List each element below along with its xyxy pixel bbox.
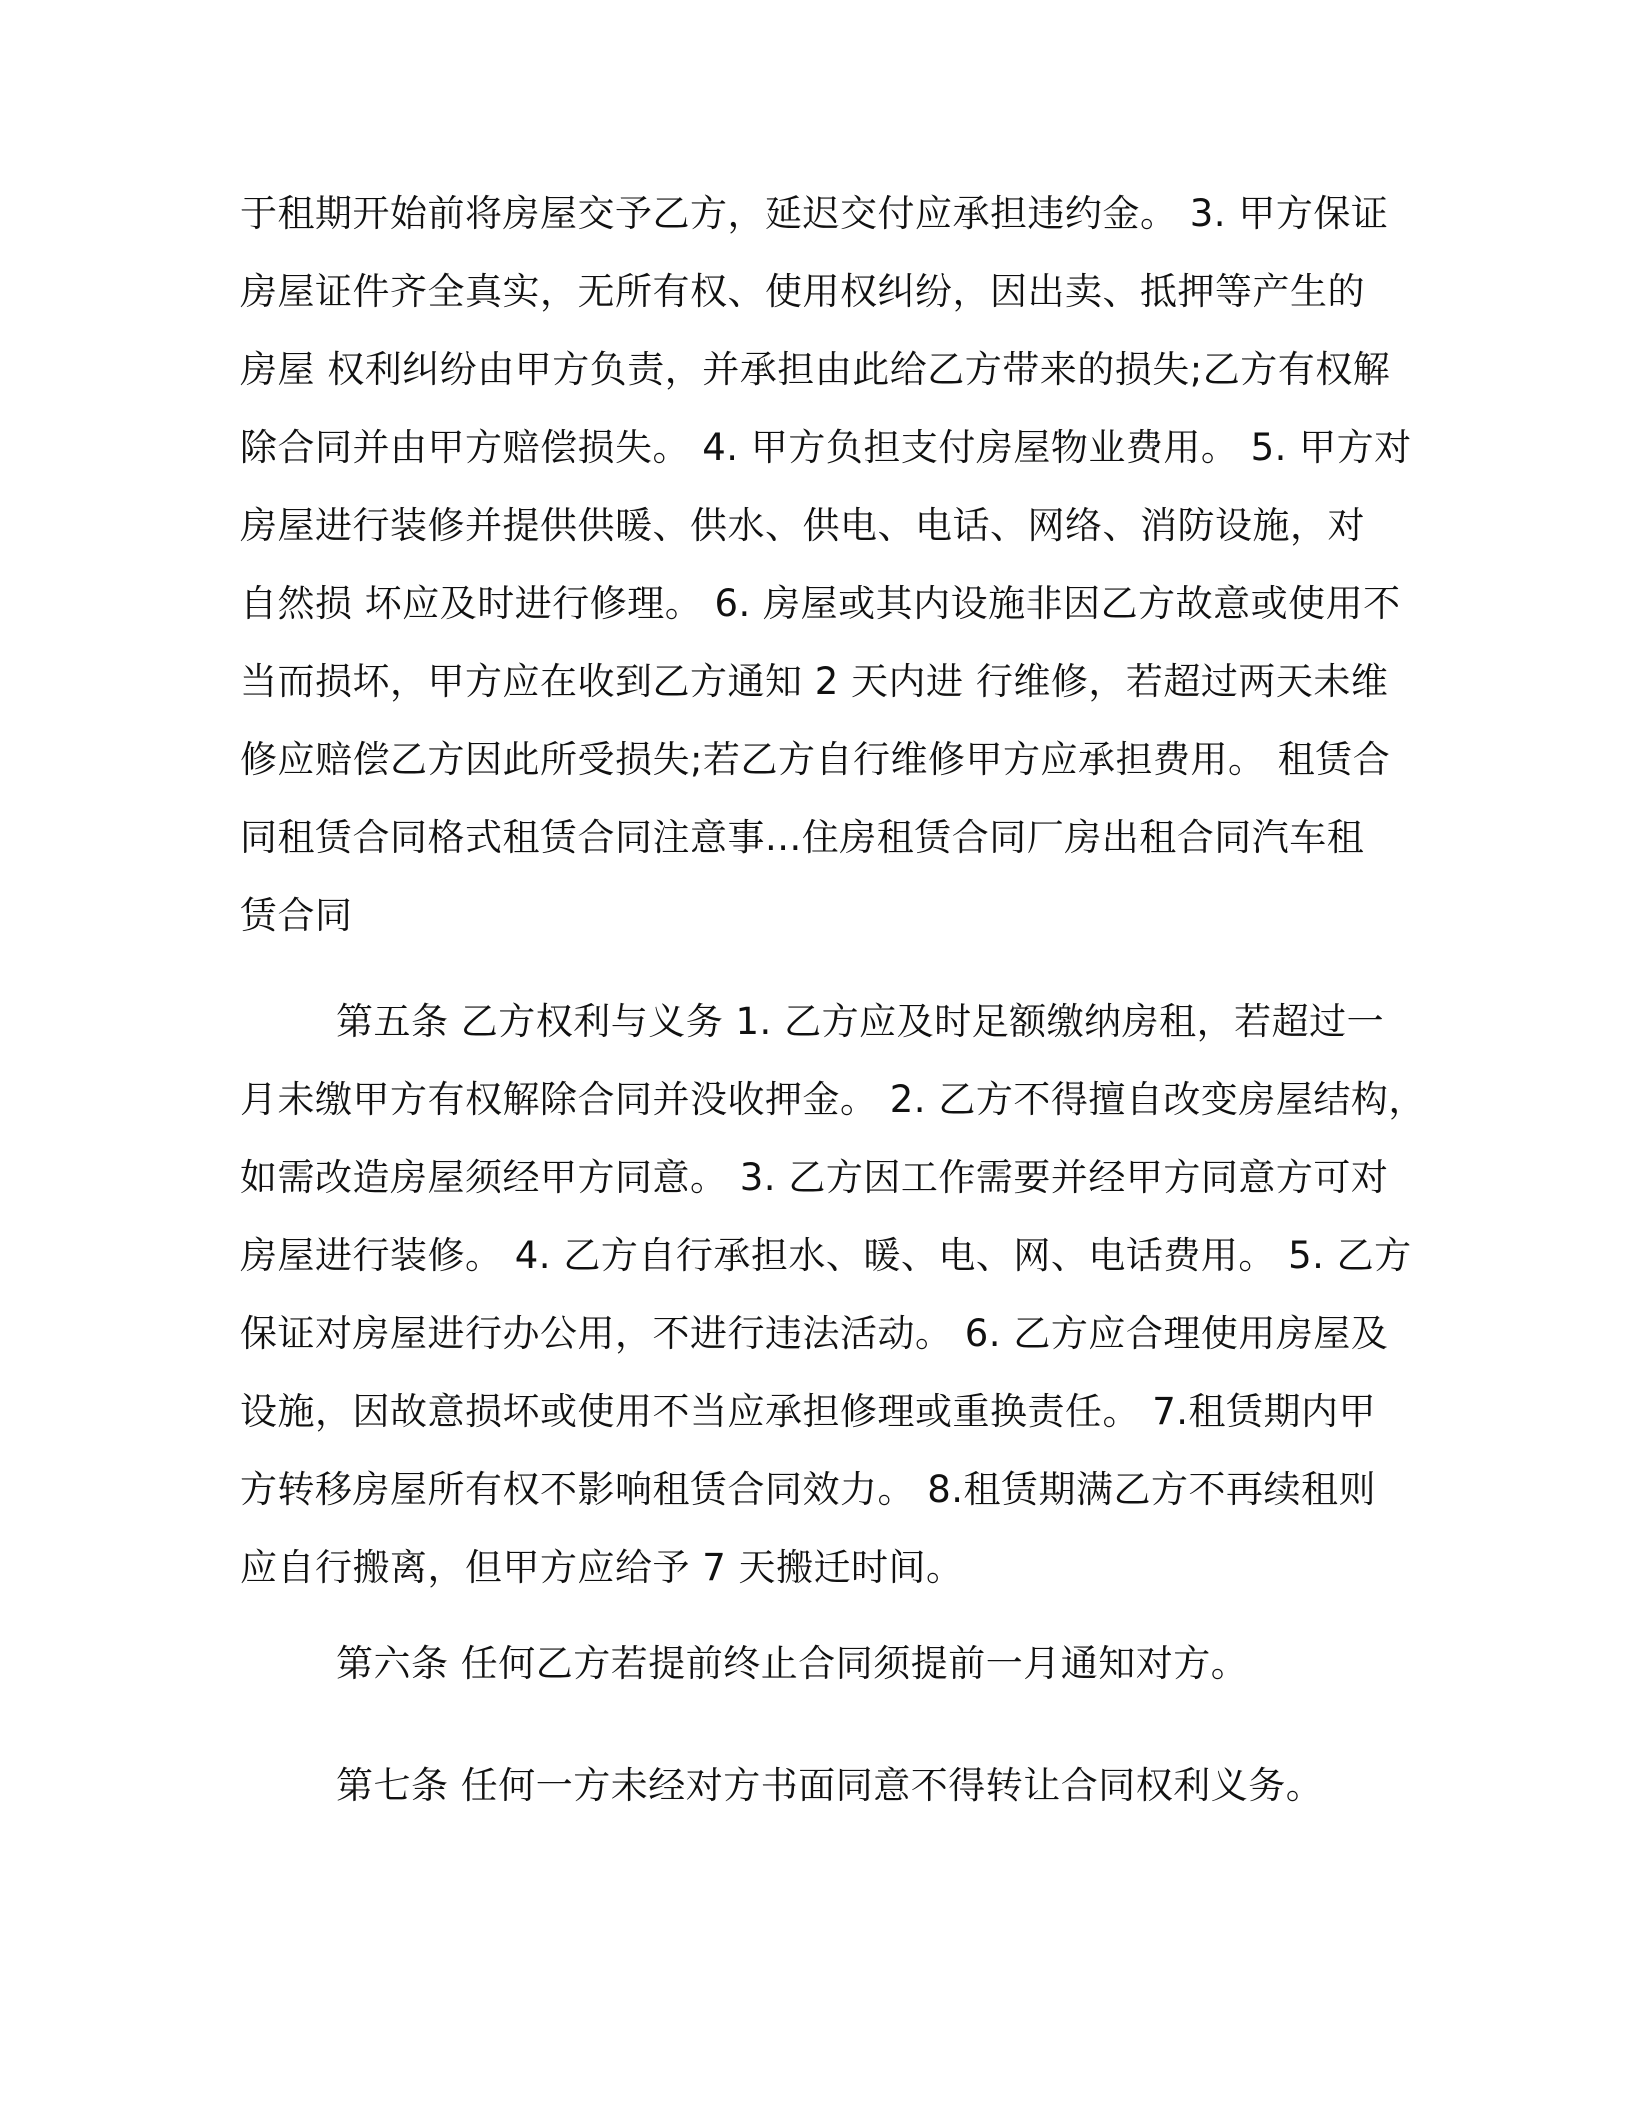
paragraph-article-6 xyxy=(240,1625,1400,1703)
text-line: 房屋进行装修。 4. 乙方自行承担水、暖、电、网、电话费用。 5. 乙方 xyxy=(240,1234,1412,1277)
text-line: 应自行搬离，但甲方应给予 7 天搬迁时间。 xyxy=(240,1546,964,1589)
text-line: 第七条 任何一方未经对方书面同意不得转让合同权利义务。 xyxy=(336,1764,1324,1807)
text-line: 修应赔偿乙方因此所受损失;若乙方自行维修甲方应承担费用。 租赁合 xyxy=(240,738,1391,781)
text-line: 于租期开始前将房屋交予乙方，延迟交付应承担违约金。 3. 甲方保证 xyxy=(240,192,1389,235)
text-line: 月未缴甲方有权解除合同并没收押金。 2. 乙方不得擅自改变房屋结构， xyxy=(240,1078,1426,1121)
text-line: 设施，因故意损坏或使用不当应承担修理或重换责任。 7.租赁期内甲 xyxy=(240,1390,1377,1433)
text-line: 同租赁合同格式租赁合同注意事...住房租赁合同厂房出租合同汽车租 xyxy=(240,816,1365,859)
text-line: 方转移房屋所有权不影响租赁合同效力。 8.租赁期满乙方不再续租则 xyxy=(240,1468,1377,1511)
text-line: 自然损 坏应及时进行修理。 6. 房屋或其内设施非因乙方故意或使用不 xyxy=(240,582,1401,625)
paragraph-article-5 xyxy=(240,983,1426,1607)
text-line: 第五条 乙方权利与义务 1. 乙方应及时足额缴纳房租，若超过一 xyxy=(336,1000,1385,1043)
text-line: 如需改造房屋须经甲方同意。 3. 乙方因工作需要并经甲方同意方可对 xyxy=(240,1156,1389,1199)
paragraph-landlord-obligations xyxy=(240,175,1412,955)
text-line: 赁合同 xyxy=(240,894,353,937)
text-line: 当而损坏，甲方应在收到乙方通知 2 天内进 行维修，若超过两天未维 xyxy=(240,660,1389,703)
text-line: 房屋进行装修并提供供暖、供水、供电、电话、网络、消防设施，对 xyxy=(240,504,1365,547)
text-line: 保证对房屋进行办公用，不进行违法活动。 6. 乙方应合理使用房屋及 xyxy=(240,1312,1389,1355)
text-line: 除合同并由甲方赔偿损失。 4. 甲方负担支付房屋物业费用。 5. 甲方对 xyxy=(240,426,1412,469)
text-line: 房屋证件齐全真实，无所有权、使用权纠纷，因出卖、抵押等产生的 xyxy=(240,270,1365,313)
text-line: 第六条 任何乙方若提前终止合同须提前一月通知对方。 xyxy=(336,1642,1249,1685)
text-line: 房屋 权利纠纷由甲方负责，并承担由此给乙方带来的损失;乙方有权解 xyxy=(240,348,1391,391)
paragraph-article-7 xyxy=(240,1747,1400,1825)
